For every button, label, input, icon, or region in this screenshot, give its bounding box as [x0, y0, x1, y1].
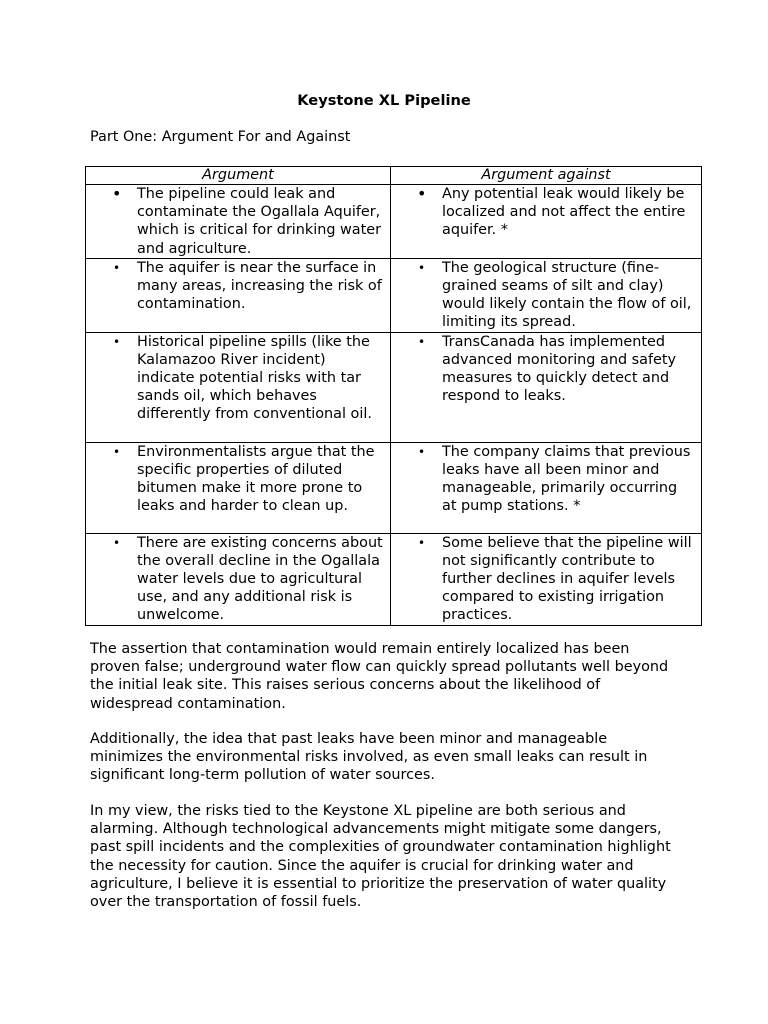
argument-for-text: The pipeline could leak and contaminate the Ogallala Aquifer, which is critical for drinking water and agriculture. — [137, 186, 382, 257]
bullet-icon: • — [417, 184, 427, 203]
table-row — [86, 332, 702, 442]
argument-against-cell — [391, 442, 702, 533]
table-row — [86, 185, 702, 259]
bullet-icon: • — [112, 184, 122, 203]
argument-against-text: The geological structure (fine-grained seams of silt and clay) would likely contain the flow of oil, limiting its spread. — [442, 259, 692, 331]
paragraph-conclusion: In my view, the risks tied to the Keystone XL pipeline are both serious and alarming. Although technological advancements might mitigate some dangers, past spill incidents and the complexities of groundwater contamination highlight the necessity for caution. Since the aquifer is crucial for drinking water and agriculture, I believe it is essential to prioritize the preservation of water quality over the transportation of fossil fuels. — [90, 803, 671, 911]
argument-for-text: There are existing concerns about the overall decline in the Ogallala water levels due to agricultural use, and any additional risk is unwelcome. — [137, 534, 383, 624]
document-title: Keystone XL Pipeline — [297, 92, 471, 109]
argument-for-text: Historical pipeline spills (like the Kalamazoo River incident) indicate potential risks with tar sands oil, which behaves differently from conventional oil. — [137, 333, 372, 423]
table-header-row — [86, 167, 702, 185]
table-row — [86, 258, 702, 332]
argument-against-text: Some believe that the pipeline will not significantly contribute to further declines in aquifer levels compared to existing irrigation practices. — [442, 534, 692, 624]
argument-against-text: TransCanada has implemented advanced monitoring and safety measures to quickly detect and respond to leaks. — [442, 333, 677, 405]
bullet-icon: • — [113, 444, 121, 459]
argument-for-cell — [86, 332, 391, 442]
argument-for-cell — [86, 258, 391, 332]
argument-against-cell — [391, 258, 702, 332]
bullet-icon: • — [113, 260, 121, 275]
argument-for-cell — [86, 533, 391, 625]
bullet-icon: • — [418, 334, 426, 349]
paragraph-past-leaks: Additionally, the idea that past leaks have been minor and manageable minimizes the environmental risks involved, as even small leaks can result in significant long-term pollution of water sources. — [90, 731, 648, 784]
section-heading: Part One: Argument For and Against — [90, 129, 351, 145]
bullet-icon: • — [418, 535, 426, 550]
argument-against-cell — [391, 332, 702, 442]
arguments-table — [85, 166, 702, 626]
argument-for-cell — [86, 185, 391, 259]
header-argument-against: Argument against — [391, 167, 702, 185]
argument-for-text: The aquifer is near the surface in many areas, increasing the risk of contamination. — [137, 259, 382, 313]
bullet-icon: • — [113, 535, 121, 550]
paragraph-contamination: The assertion that contamination would remain entirely localized has been proven false; underground water flow can quickly spread pollutants well beyond the initial leak site. This raises serious concerns about the likelihood of widespread contamination. — [90, 641, 669, 712]
table-row — [86, 442, 702, 533]
bullet-icon: • — [418, 444, 426, 459]
argument-for-text: Environmentalists argue that the specific properties of diluted bitumen make it more prone to leaks and harder to clean up. — [137, 443, 375, 515]
argument-against-text: Any potential leak would likely be localized and not affect the entire aquifer. * — [442, 186, 686, 239]
argument-against-cell — [391, 533, 702, 625]
argument-against-text: The company claims that previous leaks have all been minor and manageable, primarily occurring at pump stations. * — [442, 443, 691, 515]
argument-for-cell — [86, 442, 391, 533]
argument-against-cell — [391, 185, 702, 259]
header-argument-for: Argument — [86, 167, 391, 185]
bullet-icon: • — [418, 260, 426, 275]
bullet-icon: • — [113, 334, 121, 349]
table-row — [86, 533, 702, 625]
